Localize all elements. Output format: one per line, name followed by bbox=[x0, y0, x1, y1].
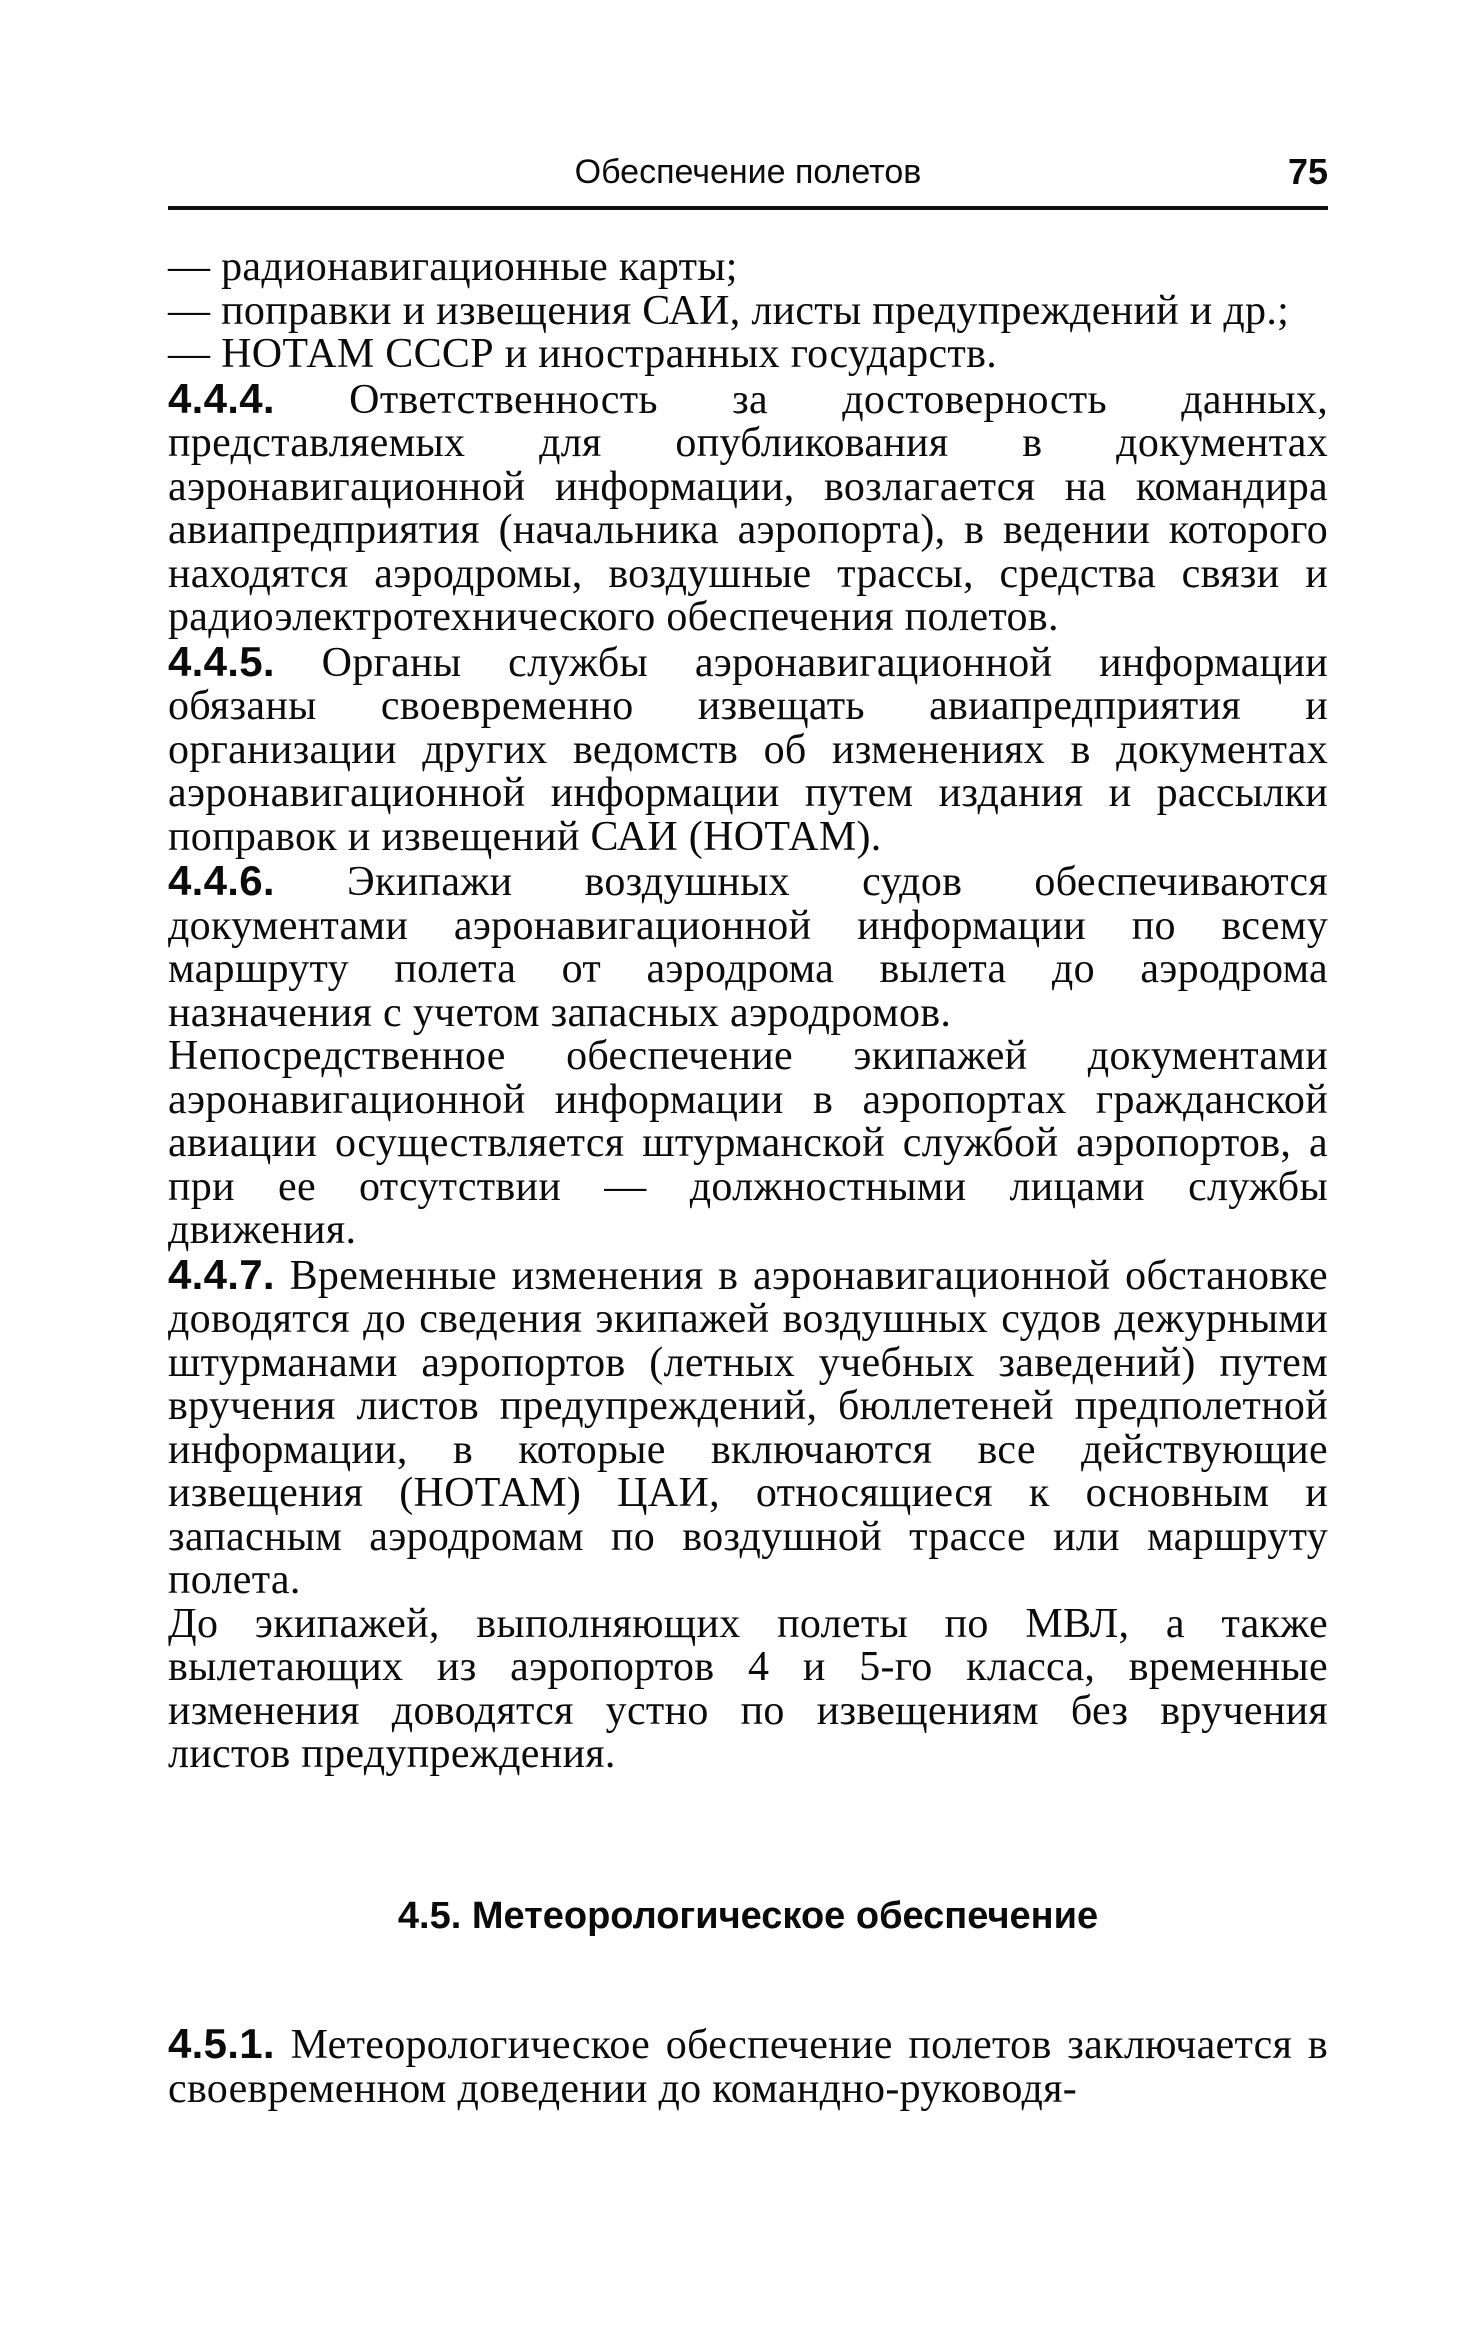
paragraph-text: Органы службы аэронавигационной информации обязаны своевременно извещать авиапредприятия и организации других ведомств об изменениях в документах аэронавигационной информации путем издания и рассылки поправок и извещений САИ (НОТАМ). bbox=[168, 639, 1328, 860]
running-head bbox=[168, 150, 1328, 200]
paragraph-4-4-6 bbox=[168, 859, 1328, 1035]
body-text bbox=[168, 246, 1328, 1777]
list-item: — НОТАМ СССР и иностранных государств. bbox=[168, 331, 998, 377]
section-heading: 4.5. Метеорологическое обеспечение bbox=[397, 1895, 1099, 1937]
paragraph-mvl-crews bbox=[168, 1600, 1328, 1777]
paragraph-number: 4.4.6. bbox=[168, 857, 275, 904]
paragraph-text: Временные изменения в аэронавигационной обстановке доводятся до сведения экипажей воздушных судов дежурными штурманами аэропортов (летных учебных заведений) путем вручения листов предупреждений, бюллетеней предполетной информации, в которые включаются все действующие извещения (НОТАМ) ЦАИ, относящиеся к основным и запасным аэродромам по воздушной трассе или маршруту полета. bbox=[168, 1252, 1328, 1603]
paragraph-4-4-5 bbox=[168, 637, 1328, 860]
running-title: Обеспечение полетов bbox=[574, 153, 922, 191]
page-number: 75 bbox=[1287, 151, 1328, 192]
paragraph-text: Метеорологическое обеспечение полетов заключается в своевременном доведении до командно-руководя- bbox=[168, 2022, 1328, 2112]
paragraph-number: 4.4.4. bbox=[168, 374, 275, 422]
paragraph-number: 4.4.7. bbox=[168, 1250, 275, 1298]
list-item: — поправки и извещения САИ, листы предупреждений и др.; bbox=[168, 287, 1290, 334]
paragraph-text: Экипажи воздушных судов обеспечиваются документами аэронавигационной информации по всему маршруту полета от аэродрома вылета до аэродрома назначения с учетом запасных аэродромов. bbox=[168, 859, 1328, 1036]
paragraph-4-4-7 bbox=[168, 1250, 1328, 1603]
paragraph-number: 4.4.5. bbox=[168, 637, 275, 685]
section-body bbox=[168, 2022, 1328, 2111]
paragraph-text: Непосредственное обеспечение экипажей документами аэронавигационной информации в аэропортах гражданской авиации осуществляется штурманской службой аэропортов, а при ее отсутствии — должностными лицами службы движения. bbox=[168, 1033, 1328, 1253]
paragraph-text: До экипажей, выполняющих полеты по МВЛ, а также вылетающих из аэропортов 4 и 5-го класса, временные изменения доводятся устно по извещениям без вручения листов предупреждения. bbox=[168, 1600, 1328, 1777]
header-rule bbox=[168, 206, 1328, 210]
paragraph-4-5-1 bbox=[168, 2022, 1328, 2111]
paragraph-text: Ответственность за достоверность данных, представляемых для опубликования в документах аэронавигационной информации, возлагается на командира авиапредприятия (начальника аэропорта), в ведении которого находятся аэродромы, воздушные трассы, средства связи и радиоэлектротехнического обеспечения полетов. bbox=[168, 376, 1328, 640]
paragraph-number: 4.5.1. bbox=[168, 2020, 275, 2067]
paragraph-crew-provision bbox=[168, 1035, 1328, 1253]
list-item: — радионавигационные карты; bbox=[168, 244, 738, 290]
paragraph-4-4-4 bbox=[168, 374, 1328, 640]
